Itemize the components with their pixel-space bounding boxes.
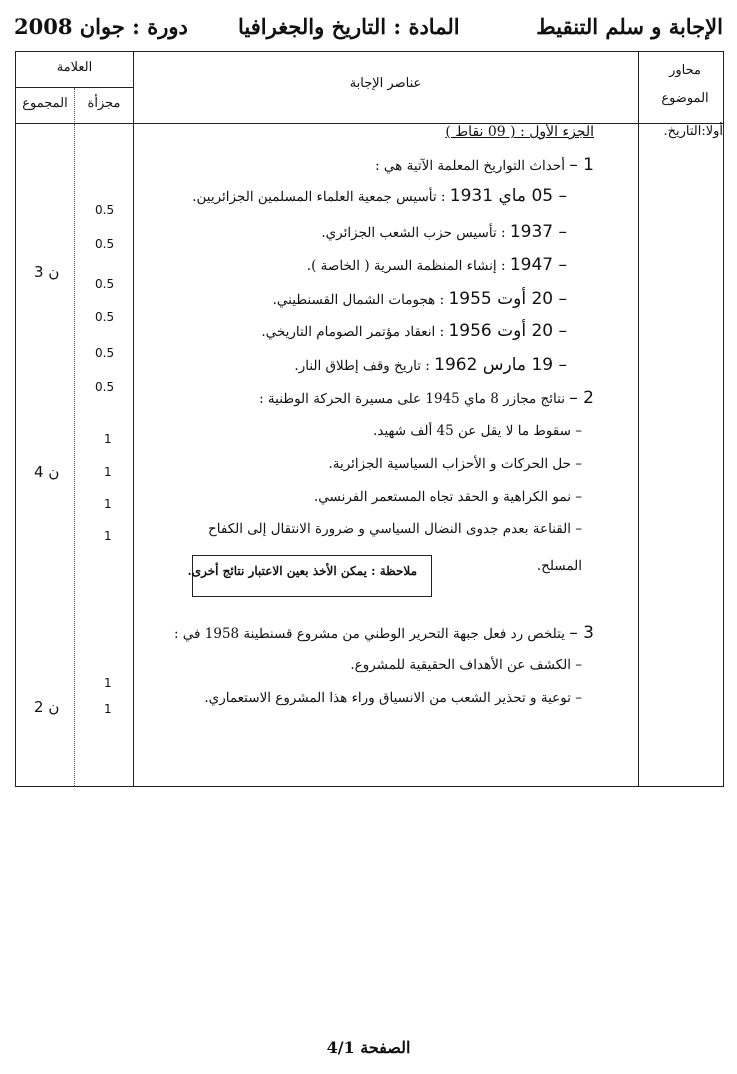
q2-mark: 1 (104, 497, 112, 511)
answer-table (15, 51, 724, 787)
list-item: – القناعة بعدم جدوى النضال السياسي و ضرورة الانتقال إلى الكفاح (208, 521, 582, 537)
q1-item-date: – 19 مارس 1962 (434, 355, 567, 375)
q1-item-date: – 20 أوت 1955 (448, 289, 567, 309)
q1-item-date: – 05 ماي 1931 (449, 186, 567, 206)
q1-intro-text: أحداث التواريخ المعلمة الآتية هي : (375, 158, 565, 174)
q1-item-text: : تاريخ وقف إطلاق النار. (294, 358, 430, 374)
list-item: – نمو الكراهية و الحقد تجاه المستعمر الفرنسي. (314, 489, 582, 505)
q3-mark: 1 (104, 676, 112, 690)
q2-mark: 1 (104, 465, 112, 479)
q3-mark: 1 (104, 702, 112, 716)
document-title: الإجابة و سلم التنقيط (536, 14, 723, 39)
axis-history: أولا:التاريخ. (663, 124, 723, 139)
list-item (192, 186, 567, 206)
session-label: دورة : جوان 2008 (14, 14, 188, 39)
q1-item-text: : تأسيس حزب الشعب الجزائري. (321, 225, 506, 241)
q1-item-date: – 1937 (509, 222, 567, 242)
answers-header: عناصر الإجابة (349, 76, 422, 91)
list-item: – سقوط ما لا يقل عن 45 ألف شهيد. (373, 423, 582, 439)
list-item (294, 355, 567, 375)
list-item (307, 255, 567, 275)
q2-total: 4 ن (34, 463, 60, 481)
q2-mark: 1 (104, 529, 112, 543)
q1-mark: 0.5 (95, 277, 115, 291)
note-box: ملاحظة : يمكن الأخذ بعين الاعتبار نتائج أخرى. (192, 555, 432, 597)
q1-intro (375, 155, 594, 175)
q2-continuation: المسلح. (536, 558, 582, 574)
q1-item-text: : تأسيس جمعية العلماء المسلمين الجزائريين. (192, 189, 446, 205)
q2-intro (259, 388, 594, 408)
q3-intro (174, 623, 594, 643)
list-item: – حل الحركات و الأحزاب السياسية الجزائرية. (328, 456, 582, 472)
list-item: – توعية و تحذير الشعب من الانسياق وراء هذا المشروع الاستعماري. (204, 690, 582, 706)
list-item (273, 289, 567, 309)
q1-mark: 0.5 (95, 203, 115, 217)
mark-header: العلامة (56, 60, 93, 75)
q1-mark: 0.5 (95, 346, 115, 360)
q2-number: 2 – (569, 388, 594, 408)
axes-header: محاور الموضوع (661, 63, 709, 106)
subject-label: المادة : التاريخ والجغرافيا (238, 14, 460, 39)
partial-header: مجزأة (87, 96, 121, 111)
list-item (321, 222, 567, 242)
q2-mark: 1 (104, 432, 112, 446)
q1-mark: 0.5 (95, 380, 115, 394)
total-header: المجموع (22, 96, 68, 111)
q3-total: 2 ن (34, 698, 60, 716)
divider-marks-answers (133, 52, 134, 786)
part-title: الجزء الأول : ( 09 نقاط ) (445, 124, 594, 140)
q1-item-text: : إنشاء المنظمة السرية ( الخاصة ). (306, 258, 506, 274)
divider-answers-axes (638, 52, 639, 786)
q3-number: 3 – (569, 623, 594, 643)
q1-mark: 0.5 (95, 237, 115, 251)
q1-item-text: : هجومات الشمال القسنطيني. (272, 292, 445, 308)
q1-mark: 0.5 (95, 310, 115, 324)
list-item: – الكشف عن الأهداف الحقيقية للمشروع. (350, 657, 582, 673)
q1-item-date: – 1947 (509, 255, 567, 275)
q2-intro-text: نتائج مجازر 8 ماي 1945 على مسيرة الحركة الوطنية : (259, 391, 565, 407)
header-bottom-line (16, 123, 723, 124)
q1-item-text: : انعقاد مؤتمر الصومام التاريخي. (261, 324, 445, 340)
q3-intro-text: يتلخص رد فعل جبهة التحرير الوطني من مشروع قسنطينة 1958 في : (173, 626, 565, 642)
page-number: الصفحة 4/1 (326, 1038, 411, 1057)
q1-number: 1 – (569, 155, 594, 175)
mark-column-divider (74, 124, 75, 786)
q1-item-date: – 20 أوت 1956 (448, 321, 567, 341)
list-item (261, 321, 567, 341)
q1-total: 3 ن (34, 263, 60, 281)
